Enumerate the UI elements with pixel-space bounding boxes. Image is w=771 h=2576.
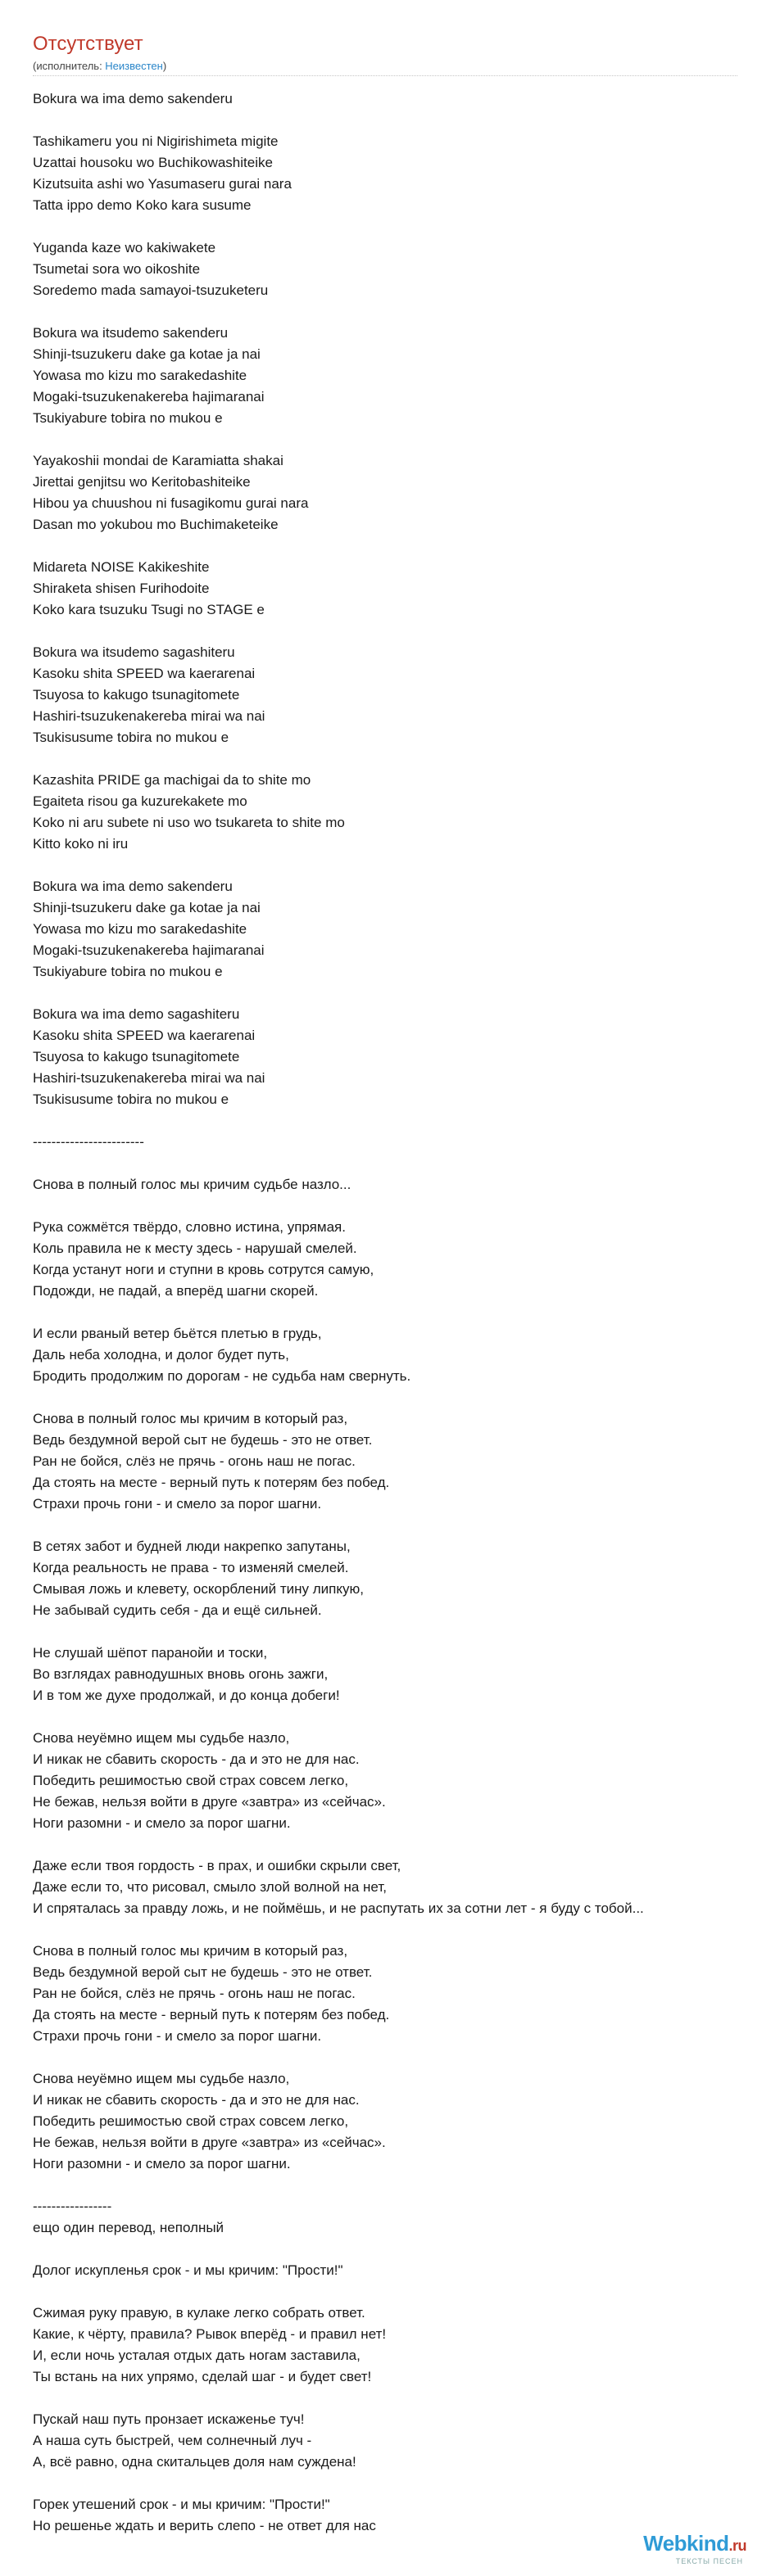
lyrics-stanza: [33, 237, 770, 301]
lyric-line: Tsukiyabure tobira no mukou e: [33, 410, 223, 426]
lyric-line: Когда устанут ноги и ступни в кровь сотрутся самую,: [33, 1262, 374, 1277]
lyrics-stanza: [33, 88, 770, 110]
lyric-line: Tashikameru you ni Nigirishimeta migite: [33, 133, 279, 149]
lyric-line: Ведь бездумной верой сыт не будешь - это не ответ.: [33, 1432, 373, 1448]
lyric-line: Не бежав, нельзя войти в друге «завтра» из «сейчас».: [33, 2135, 386, 2150]
artist-link[interactable]: Неизвестен: [105, 60, 163, 72]
lyric-line: А, всё равно, одна скитальцев доля нам суждена!: [33, 2454, 356, 2470]
lyric-line: Dasan mo yokubou mo Buchimaketeike: [33, 517, 279, 532]
lyrics-stanza: [33, 557, 770, 621]
lyric-line: Не слушай шёпот паранойи и тоски,: [33, 1645, 268, 1661]
lyric-line: Даже если то, что рисовал, смыло злой волной на нет,: [33, 1879, 387, 1895]
lyric-line: Не бежав, нельзя войти в друге «завтра» из «сейчас».: [33, 1794, 386, 1810]
lyric-line: И никак не сбавить скорость - да и это не для нас.: [33, 1751, 360, 1767]
lyric-line: Midareta NOISE Kakikeshite: [33, 559, 210, 575]
lyric-line: Mogaki-tsuzukenakereba hajimaranai: [33, 389, 265, 404]
lyric-line: Да стоять на месте - верный путь к потерям без побед.: [33, 2007, 390, 2022]
lyric-line: Kitto koko ni iru: [33, 836, 129, 852]
lyric-line: Shinji-tsuzukeru dake ga kotae ja nai: [33, 900, 261, 915]
logo-main-text: Webkind: [643, 2531, 729, 2556]
lyric-line: Страхи прочь гони - и смело за порог шагни.: [33, 1496, 322, 1512]
lyrics-stanza: [33, 1728, 770, 1834]
lyric-line: Снова неуёмно ищем мы судьбе назло,: [33, 2071, 290, 2086]
lyric-line: Mogaki-tsuzukenakereba hajimaranai: [33, 942, 265, 958]
lyric-line: Egaiteta risou ga kuzurekakete mo: [33, 793, 247, 809]
lyric-line: Yuganda kaze wo kakiwakete: [33, 240, 216, 255]
artist-byline: [33, 59, 737, 74]
lyrics-body: [33, 88, 770, 2558]
lyric-line: Смывая ложь и клевету, оскорблений тину липкую,: [33, 1581, 364, 1597]
lyrics-stanza: [33, 2260, 770, 2281]
lyrics-stanza: [33, 1132, 770, 1153]
lyric-line: Снова неуёмно ищем мы судьбе назло,: [33, 1730, 290, 1746]
byline-prefix: (исполнитель:: [33, 60, 106, 72]
lyric-line: Shiraketa shisen Furihodoite: [33, 581, 210, 596]
lyric-line: Снова в полный голос мы кричим судьбе назло...: [33, 1177, 351, 1192]
lyric-line: Hashiri-tsuzukenakereba mirai wa nai: [33, 1070, 265, 1086]
lyric-line: Bokura wa ima demo sakenderu: [33, 91, 233, 106]
lyric-line: Tsukisusume tobira no mukou e: [33, 1091, 229, 1107]
lyric-line: Когда реальность не права - то изменяй смелей.: [33, 1560, 349, 1575]
lyric-line: Страхи прочь гони - и смело за порог шагни.: [33, 2028, 322, 2044]
lyric-line: Коль правила не к месту здесь - нарушай смелей.: [33, 1241, 357, 1256]
site-logo-wordmark[interactable]: [643, 2532, 746, 2557]
lyric-line: Ноги разомни - и смело за порог шагни.: [33, 1815, 291, 1831]
lyric-line: А наша суть быстрей, чем солнечный луч -: [33, 2433, 312, 2448]
lyric-line: Kasoku shita SPEED wa kaerarenai: [33, 1028, 256, 1043]
lyrics-stanza: [33, 1536, 770, 1621]
lyric-line: И никак не сбавить скорость - да и это не для нас.: [33, 2092, 360, 2108]
lyric-line: Bokura wa ima demo sagashiteru: [33, 1006, 240, 1022]
lyric-line: Горек утешений срок - и мы кричим: "Прости!": [33, 2497, 330, 2512]
lyric-line: Jirettai genjitsu wo Keritobashiteike: [33, 474, 251, 490]
lyrics-stanza: [33, 642, 770, 748]
lyrics-stanza: [33, 2068, 770, 2175]
lyric-line: Ран не бойся, слёз не прячь - огонь наш не погас.: [33, 1986, 356, 2001]
lyric-line: ------------------------: [33, 1134, 144, 1150]
lyric-line: Ведь бездумной верой сыт не будешь - это не ответ.: [33, 1964, 373, 1980]
lyric-line: Koko kara tsuzuku Tsugi no STAGE e: [33, 602, 265, 617]
lyric-line: Снова в полный голос мы кричим в который раз,: [33, 1411, 348, 1426]
lyric-line: Bokura wa ima demo sakenderu: [33, 879, 233, 894]
lyric-line: Во взглядах равнодушных вновь огонь зажги,: [33, 1666, 329, 1682]
lyric-line: Снова в полный голос мы кричим в который раз,: [33, 1943, 348, 1959]
lyric-line: Пускай наш путь пронзает искаженье туч!: [33, 2411, 305, 2427]
lyric-line: Shinji-tsuzukeru dake ga kotae ja nai: [33, 346, 261, 362]
lyrics-stanza: [33, 2196, 770, 2239]
lyric-line: Сжимая руку правую, в кулаке легко собрать ответ.: [33, 2305, 365, 2321]
lyric-line: И спряталась за правду ложь, и не поймёшь, и не распутать их за сотни лет - я буду с тобой...: [33, 1900, 644, 1916]
logo-tagline: ТЕКСТЫ ПЕСЕН: [675, 2557, 743, 2565]
lyrics-stanza: [33, 1323, 770, 1387]
lyric-line: Kasoku shita SPEED wa kaerarenai: [33, 666, 256, 681]
lyrics-stanza: [33, 876, 770, 983]
lyric-line: Hashiri-tsuzukenakereba mirai wa nai: [33, 708, 265, 724]
lyric-line: Рука сожмётся твёрдо, словно истина, упрямая.: [33, 1219, 346, 1235]
lyric-line: Подожди, не падай, а вперёд шагни скорей.: [33, 1283, 319, 1299]
lyric-line: -----------------: [33, 2199, 112, 2214]
lyrics-stanza: [33, 2409, 770, 2473]
lyric-line: Не забывай судить себя - да и ещё сильней.: [33, 1602, 322, 1618]
lyric-line: Ноги разомни - и смело за порог шагни.: [33, 2156, 291, 2172]
lyric-line: И если рваный ветер бьётся плетью в грудь,: [33, 1326, 322, 1341]
lyrics-stanza: [33, 1855, 770, 1919]
lyric-line: Kazashita PRIDE ga machigai da to shite mo: [33, 772, 311, 788]
lyric-line: Долог искупленья срок - и мы кричим: "Прости!": [33, 2262, 343, 2278]
lyric-line: Tsumetai sora wo oikoshite: [33, 261, 201, 277]
lyric-line: И в том же духе продолжай, и до конца добеги!: [33, 1688, 340, 1703]
lyrics-stanza: [33, 770, 770, 855]
lyric-line: В сетях забот и будней люди накрепко запутаны,: [33, 1539, 351, 1554]
lyric-line: Ты встань на них упрямо, сделай шаг - и будет свет!: [33, 2369, 372, 2384]
lyric-line: Yayakoshii mondai de Karamiatta shakai: [33, 453, 283, 468]
lyric-line: Bokura wa itsudemo sakenderu: [33, 325, 229, 341]
byline-suffix: ): [162, 60, 167, 72]
lyric-line: Победить решимостью свой страх совсем легко,: [33, 2113, 349, 2129]
lyrics-stanza: [33, 450, 770, 536]
site-logo[interactable]: [643, 2532, 746, 2566]
song-title: Отсутствует: [33, 33, 143, 55]
lyrics-stanza: [33, 1408, 770, 1515]
song-header: [33, 33, 737, 74]
lyric-line: ещо один перевод, неполный: [33, 2220, 224, 2235]
lyric-line: Бродить продолжим по дорогам - не судьба нам свернуть.: [33, 1368, 411, 1384]
lyrics-stanza: [33, 1174, 770, 1195]
lyrics-stanza: [33, 1004, 770, 1110]
lyric-line: Да стоять на месте - верный путь к потерям без побед.: [33, 1475, 390, 1490]
header-divider: [33, 75, 737, 76]
lyrics-stanza: [33, 1941, 770, 2047]
lyrics-stanza: [33, 131, 770, 216]
lyric-line: Tsukiyabure tobira no mukou e: [33, 964, 223, 979]
logo-tld-text: .ru: [728, 2538, 746, 2554]
lyric-line: Yowasa mo kizu mo sarakedashite: [33, 921, 247, 937]
lyric-line: Soredemo mada samayoi-tsuzuketeru: [33, 282, 269, 298]
lyrics-stanza: [33, 1643, 770, 1706]
lyric-line: Но решенье ждать и верить слепо - не ответ для нас: [33, 2518, 376, 2533]
lyric-line: Yowasa mo kizu mo sarakedashite: [33, 368, 247, 383]
lyric-line: Kizutsuita ashi wo Yasumaseru gurai nara: [33, 176, 292, 192]
lyric-line: Даль неба холодна, и долог будет путь,: [33, 1347, 289, 1363]
lyric-line: Uzattai housoku wo Buchikowashiteike: [33, 155, 273, 170]
lyric-line: Bokura wa itsudemo sagashiteru: [33, 644, 235, 660]
lyrics-stanza: [33, 323, 770, 429]
lyrics-stanza: [33, 1217, 770, 1302]
lyric-line: Победить решимостью свой страх совсем легко,: [33, 1773, 349, 1788]
lyric-line: Tsuyosa to kakugo tsunagitomete: [33, 1049, 240, 1064]
lyric-line: Даже если твоя гордость - в прах, и ошибки скрыли свет,: [33, 1858, 401, 1873]
lyric-line: И, если ночь усталая отдых дать ногам заставила,: [33, 2348, 361, 2363]
lyric-line: Ран не бойся, слёз не прячь - огонь наш не погас.: [33, 1453, 356, 1469]
lyrics-stanza: [33, 2303, 770, 2388]
lyric-line: Tatta ippo demo Koko kara susume: [33, 197, 252, 213]
lyric-line: Tsuyosa to kakugo tsunagitomete: [33, 687, 240, 703]
lyric-line: Hibou ya chuushou ni fusagikomu gurai nara: [33, 495, 309, 511]
lyric-line: Какие, к чёрту, правила? Рывок вперёд - и правил нет!: [33, 2326, 387, 2342]
lyric-line: Tsukisusume tobira no mukou e: [33, 730, 229, 745]
lyric-line: Koko ni aru subete ni uso wo tsukareta to shite mo: [33, 815, 345, 830]
